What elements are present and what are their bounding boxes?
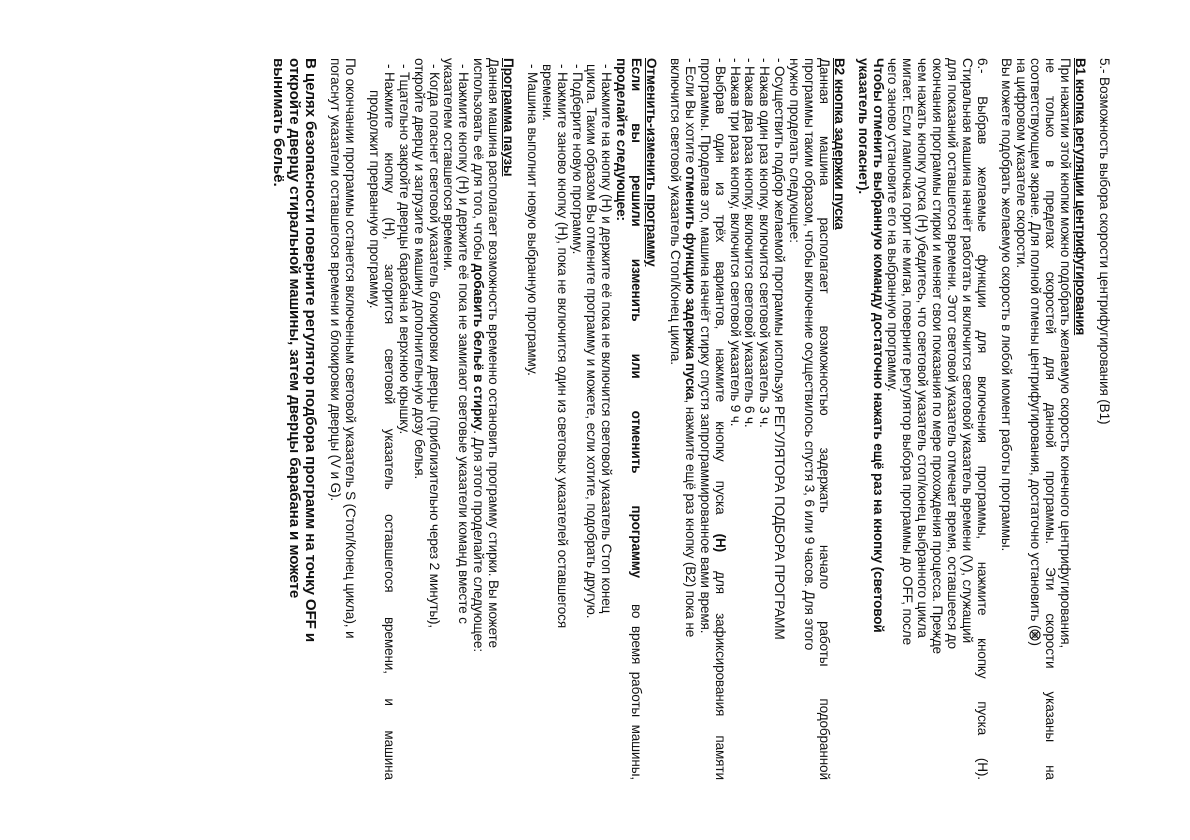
pause-title: Программа паузы [501, 58, 517, 177]
step6-line-7: чего заново установите его на выбранную программу. [885, 58, 901, 392]
cancel-line-8: - Машина выполнит новую выбранную программу. [524, 64, 540, 376]
step6-line-1: 6.- Выбрав желаемые функции для включения программы, нажмите кнопку пуска (H). [974, 58, 990, 780]
cancel-line-5: - Подберите новую программу. [569, 64, 585, 255]
cancel-line-1: Если вы решили изменить или отменить программу во время работы машины, [629, 58, 645, 780]
end-line-1: По окончании программы останется включенным световой указатель S (Стоп/Конец цикла), и [343, 58, 359, 639]
pause-line-4: указателем оставшегося времени. [441, 58, 457, 272]
b2-line-9: программы. Проделав это, машина начнёт стирку спустя запрограммированное вами время. [697, 58, 713, 634]
b1-line-1: При нажатии этой кнопки можно подобрать желаемую скорость конечного центрифугирования, [1058, 58, 1074, 649]
cancel-line-3: - Нажмите на кнопку (H) и держите её пока не включится световой указатель Стоп конец [599, 64, 615, 614]
pause-line-7: - Тщательно закройте дверцы барабана и верхнюю крышку. [396, 64, 412, 435]
pause-line-8: - Нажмите кнопку (H), загорится световой указатель оставшегося времени, и машина [381, 64, 397, 780]
b2-line-2: программы таким образом, чтобы включение осуществилось спустя 3, 6 или 9 часов. Для этого [801, 58, 817, 651]
step6-line-8: Чтобы отменить выбранную команду достаточно нажать ещё раз на кнопку (световой [870, 58, 886, 633]
step6-line-6: мигает. Если лампочка горит не мигая, поверните регулятор выбора программы до OFF, после [900, 58, 916, 645]
cancel-title: Отменить-изменить программу [644, 58, 660, 267]
b2-line-11: включится световой указатель Стоп/Конец цикла. [667, 58, 683, 365]
b1-line-2: не только в пределах скоростей для данной программы. Эти скорости указаны на [1043, 58, 1059, 780]
step6-line-4: окончания программы стирки и меняет свои показания по мере прохождения процесса. Прежде [930, 58, 946, 654]
safety-warning-line-3: вынимать бельё. [270, 58, 288, 187]
b2-line-1: Данная машина располагает возможностью задержать начало работы подобранной [816, 58, 832, 780]
b2-line-7: - Нажав три раза кнопку, включится световой указатель 9 ч. [727, 58, 743, 427]
cancel-line-4: цикла. Таким образом Вы отмените программу и можете, если хотите, подобрать другую. [584, 64, 600, 619]
step6-line-2: Стиральная машина начнёт работать и включится световой указатель времени (V), служащий [959, 58, 975, 644]
section-heading-spin-speed: 5.- Возможность выбора скорости центрифугирования (B1) [1097, 58, 1112, 425]
safety-warning-line-1: В целях безопасности поверните регулятор подбора программ на точку OFF и [302, 58, 320, 643]
step6-line-9: указатель погаснет). [855, 58, 871, 195]
b2-title: B2 кнопка задержки пуска [831, 58, 847, 230]
cancel-line-7: времени. [539, 64, 555, 121]
b2-line-3: нужно проделать следующее: [787, 58, 803, 243]
b1-title: B1 кнопка регуляции центрифугирования [1073, 58, 1089, 336]
b2-line-10: - Если Вы хотите отменить функцию задержка пуска, нажмите ещё раз кнопку (B2) пока не [682, 58, 698, 638]
manual-page [270, 58, 1111, 780]
b2-line-5: - Нажав один раз кнопку, включится световой указатель 3 ч. [757, 58, 773, 428]
b2-line-4: - Осуществить подбор желаемой программы используя РЕГУЛЯТОРА ПОДБОРА ПРОГРАММ [772, 58, 788, 640]
b2-line-8: - Выбрав один из трёх вариантов, нажмите кнопку пуска (H) для зафиксирования памяти [712, 58, 728, 780]
pause-line-2: использовать её для того, чтобы добавить бельё в стирку. Для этого проделайте следующее: [471, 58, 487, 652]
pause-line-1: Данная машина располагает возможность временно остановить программу стирки. Вы можете [486, 58, 502, 648]
b1-line-3: соответствующем экране. Для полной отмены центрифугирования, достаточно установить () [1028, 58, 1043, 780]
safety-warning-line-2: откройте дверцу стиральной машины, затем дверцы барабана и можете [286, 58, 304, 599]
cancel-line-2: проделайте следующее: [614, 58, 630, 221]
pause-line-5: - Когда погаснет световой указатель блокировки дверцы (приблизительно через 2 минуты), [426, 64, 442, 629]
cancel-line-6: - Нажмите заново кнопку (H), пока не включится один из световых указателей оставшегося [554, 64, 570, 629]
end-line-2: погаснут указатели оставшегося времени и блокировки дверцы (V и G). [328, 58, 344, 502]
pause-line-6: откройте дверцу и загрузите в машину дополнительную дозу белья. [411, 58, 427, 480]
b1-line-4: на цифровом указателе скорости. [1013, 58, 1029, 268]
no-spin-icon [1026, 629, 1042, 641]
pause-line-3: - Нажмите кнопку (H) и держите её пока не замигают световые указатели команд вместе с [456, 64, 472, 624]
b2-line-6: - Нажав два раза кнопку, включится световой указатель 6 ч. [742, 58, 758, 428]
pause-line-9: продолжит прерванную программу. [367, 90, 383, 309]
step6-line-5: чем нажать кнопку пуска (H) убедитесь, что световой указатель стоп/конец выбранного цикла [915, 58, 931, 638]
step6-line-3: для показаний оставшегося времени. Этот световой указатель отмечает время, оставшееся до [944, 58, 960, 649]
b1-line-5: Вы можете подобрать желаемую скорость в любой момент работы программы. [998, 58, 1014, 552]
